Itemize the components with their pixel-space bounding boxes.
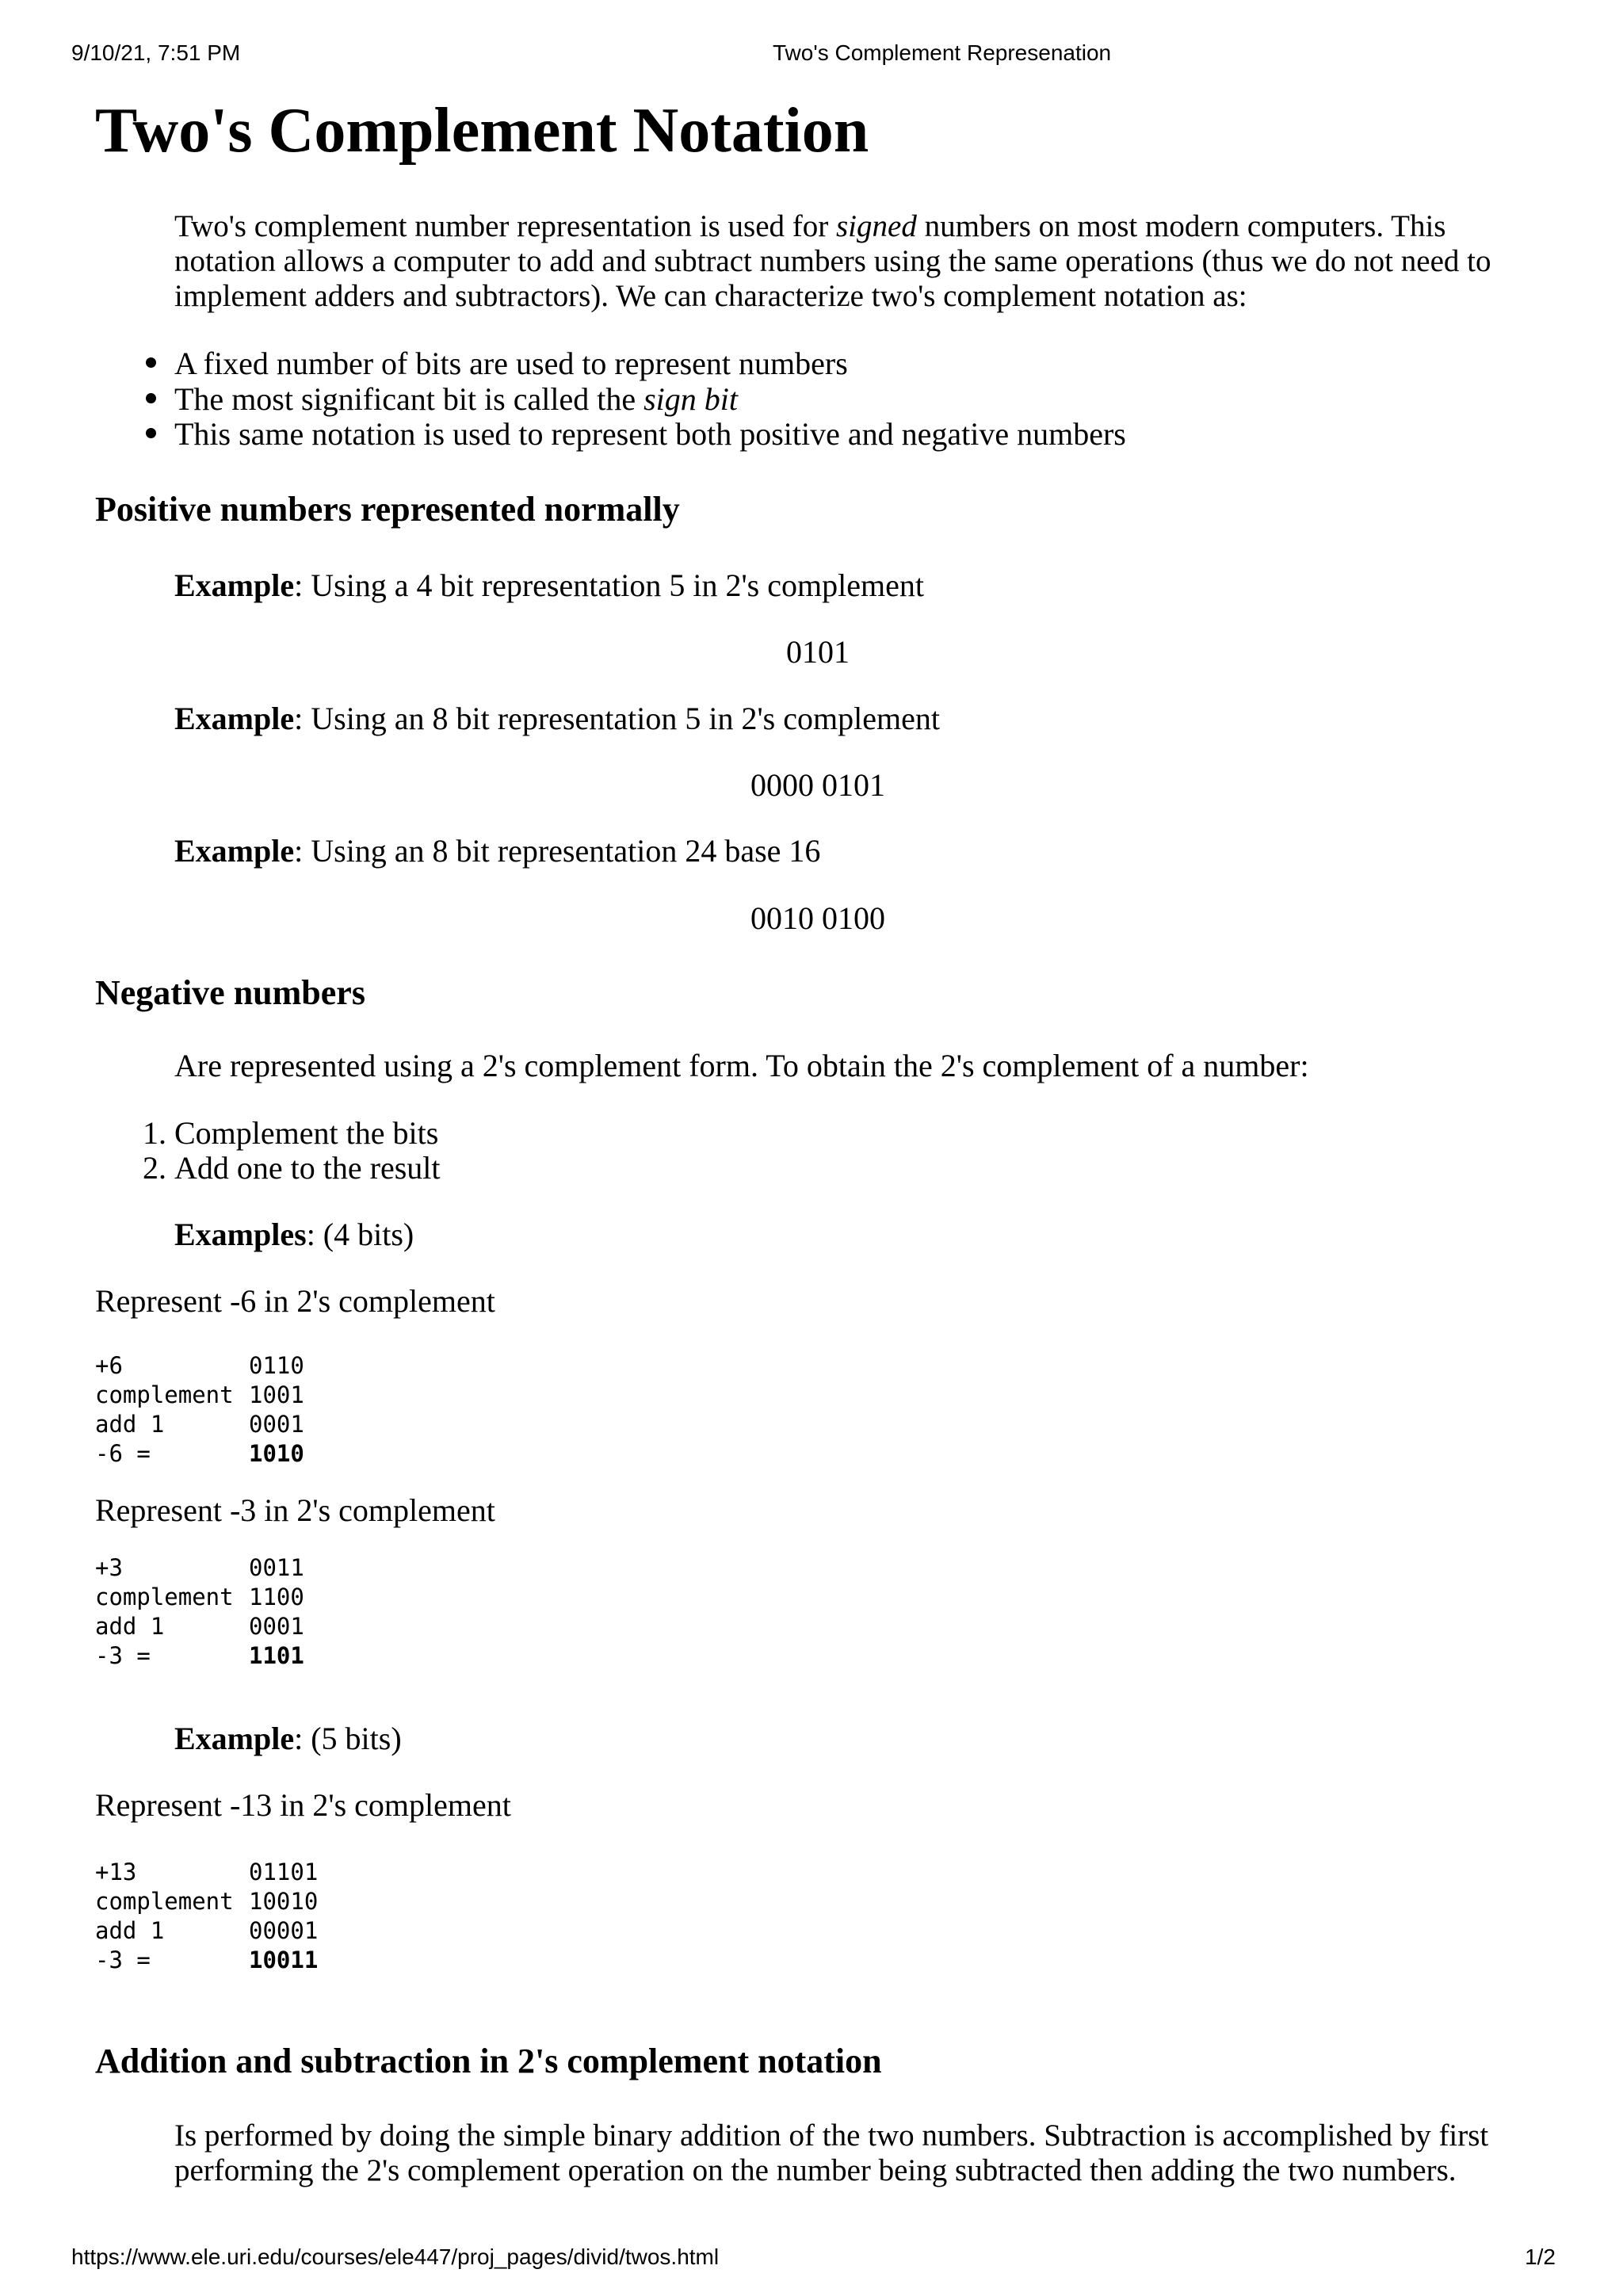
list-item: The most significant bit is called the sign bit: [174, 381, 738, 418]
negative-intro: Are represented using a 2's complement form. To obtain the 2's complement of a number:: [174, 1048, 1309, 1083]
bullet-icon: [146, 428, 156, 438]
heading-addsub: Addition and subtraction in 2's complement notation: [95, 2042, 882, 2080]
case-caption: Represent -13 in 2's complement: [95, 1787, 511, 1823]
heading-negative: Negative numbers: [95, 973, 365, 1012]
print-page-number: 1/2: [1525, 2244, 1556, 2269]
code-row: +6 0110: [95, 1352, 304, 1379]
list-item: A fixed number of bits are used to represent numbers: [174, 346, 848, 382]
example-label: Example: (5 bits): [174, 1721, 402, 1756]
code-row: add 1 0001: [95, 1411, 304, 1438]
print-date: 9/10/21, 7:51 PM: [71, 40, 241, 65]
bullet-icon: [146, 393, 156, 403]
case-caption: Represent -3 in 2's complement: [95, 1492, 495, 1528]
heading-positive: Positive numbers represented normally: [95, 490, 680, 529]
code-row: complement 1001: [95, 1381, 304, 1408]
emph-signed: signed: [836, 209, 917, 243]
print-page-title: Two's Complement Represenation: [773, 40, 1112, 65]
code-row: +13 01101: [95, 1859, 319, 1885]
example-line: Example: Using an 8 bit representation 24 base 16: [174, 833, 821, 869]
example-value: 0000 0101: [750, 767, 885, 803]
code-row: complement 1100: [95, 1584, 304, 1610]
case-caption: Represent -6 in 2's complement: [95, 1283, 495, 1319]
addsub-paragraph: Is performed by doing the simple binary addition of the two numbers. Subtraction is accomplished by first performing the 2's complement operation on the number being subtracted then adding the two numbers.: [174, 2118, 1489, 2187]
example-value: 0010 0100: [750, 900, 885, 936]
code-row: add 1 0001: [95, 1613, 304, 1640]
intro-paragraph: Two's complement number representation is used for signed numbers on most modern computers. This notation allows a computer to add and subtract numbers using the same operations (thus we do not need to implement adders and subtractors). We can characterize two's complement notation as:: [174, 209, 1491, 313]
page-title: Two's Complement Notation: [95, 96, 869, 166]
code-row: -3 = 10011: [95, 1946, 319, 1973]
list-item: 1. Complement the bits: [143, 1115, 439, 1151]
list-item: This same notation is used to represent both positive and negative numbers: [174, 416, 1126, 453]
emph-sign-bit: sign bit: [643, 381, 738, 417]
list-item: 2. Add one to the result: [143, 1150, 441, 1186]
example-line: Example: Using a 4 bit representation 5 in 2's complement: [174, 567, 924, 603]
code-row: add 1 00001: [95, 1917, 319, 1944]
example-value: 0101: [786, 634, 850, 670]
code-row: -6 = 1010: [95, 1440, 304, 1467]
code-row: +3 0011: [95, 1554, 304, 1581]
code-row: complement 10010: [95, 1888, 319, 1915]
bullet-icon: [146, 357, 156, 368]
code-row: -3 = 1101: [95, 1642, 304, 1669]
examples-label: Examples: (4 bits): [174, 1217, 414, 1252]
print-url: https://www.ele.uri.edu/courses/ele447/proj_pages/divid/twos.html: [71, 2244, 720, 2269]
example-line: Example: Using an 8 bit representation 5 in 2's complement: [174, 701, 940, 736]
